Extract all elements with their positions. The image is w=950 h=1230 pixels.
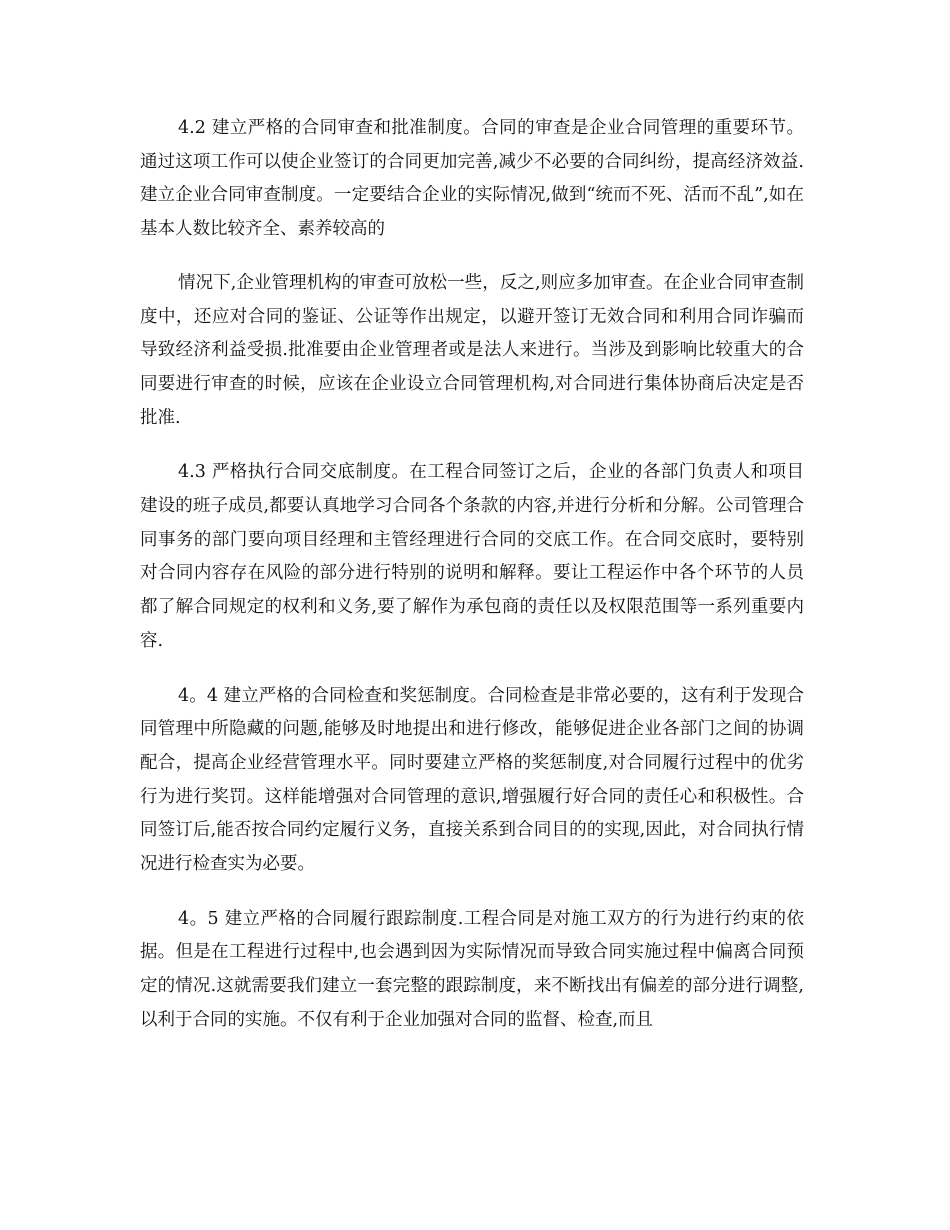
paragraph-4-4: 4。4 建立严格的合同检查和奖惩制度。合同检查是非常必要的，这有利于发现合同管理中所隐藏的问题,能够及时地提出和进行修改，能够促进企业各部门之间的协调配合，提高企业经营管理水平。同时要建立严格的奖惩制度,对合同履行过程中的优劣行为进行奖罚。这样能增强对合同管理的意识,增强履行好合同的责任心和积极性。合同签订后,能否按合同约定履行义务，直接关系到合同目的的实现,因此，对合同执行情况进行检查实为必要。	[140, 685, 804, 875]
paragraph-4-5: 4。5 建立严格的合同履行跟踪制度.工程合同是对施工双方的行为进行约束的依据。但是在工程进行过程中,也会遇到因为实际情况而导致合同实施过程中偏离合同预定的情况.这就需要我们建立一套完整的跟踪制度，来不断找出有偏差的部分进行调整,以利于合同的实施。不仅有利于企业加强对合同的监督、检查,而且	[140, 908, 804, 1030]
document-page	[140, 112, 804, 1063]
paragraph-4-2: 4.2 建立严格的合同审查和批准制度。合同的审查是企业合同管理的重要环节。通过这项工作可以使企业签订的合同更加完善,减少不必要的合同纠纷，提高经济效益.建立企业合同审查制度。一定要结合企业的实际情况,做到“统而不死、活而不乱”,如在基本人数比较齐全、素养较高的	[140, 118, 804, 240]
paragraph-continuation: 情况下,企业管理机构的审查可放松一些，反之,则应多加审查。在企业合同审查制度中，还应对合同的鉴证、公证等作出规定，以避开签订无效合同和利用合同诈骗而导致经济利益受损.批准要由企业管理者或是法人来进行。当涉及到影响比较重大的合同要进行审查的时候，应该在企业设立合同管理机构,对合同进行集体协商后决定是否批准.	[140, 272, 804, 428]
paragraph-4-3: 4.3 严格执行合同交底制度。在工程合同签订之后，企业的各部门负责人和项目建设的班子成员,都要认真地学习合同各个条款的内容,并进行分析和分解。公司管理合同事务的部门要向项目经理和主管经理进行合同的交底工作。在合同交底时，要特别对合同内容存在风险的部分进行特别的说明和解释。要让工程运作中各个环节的人员都了解合同规定的权利和义务,要了解作为承包商的责任以及权限范围等一系列重要内容.	[140, 462, 804, 651]
